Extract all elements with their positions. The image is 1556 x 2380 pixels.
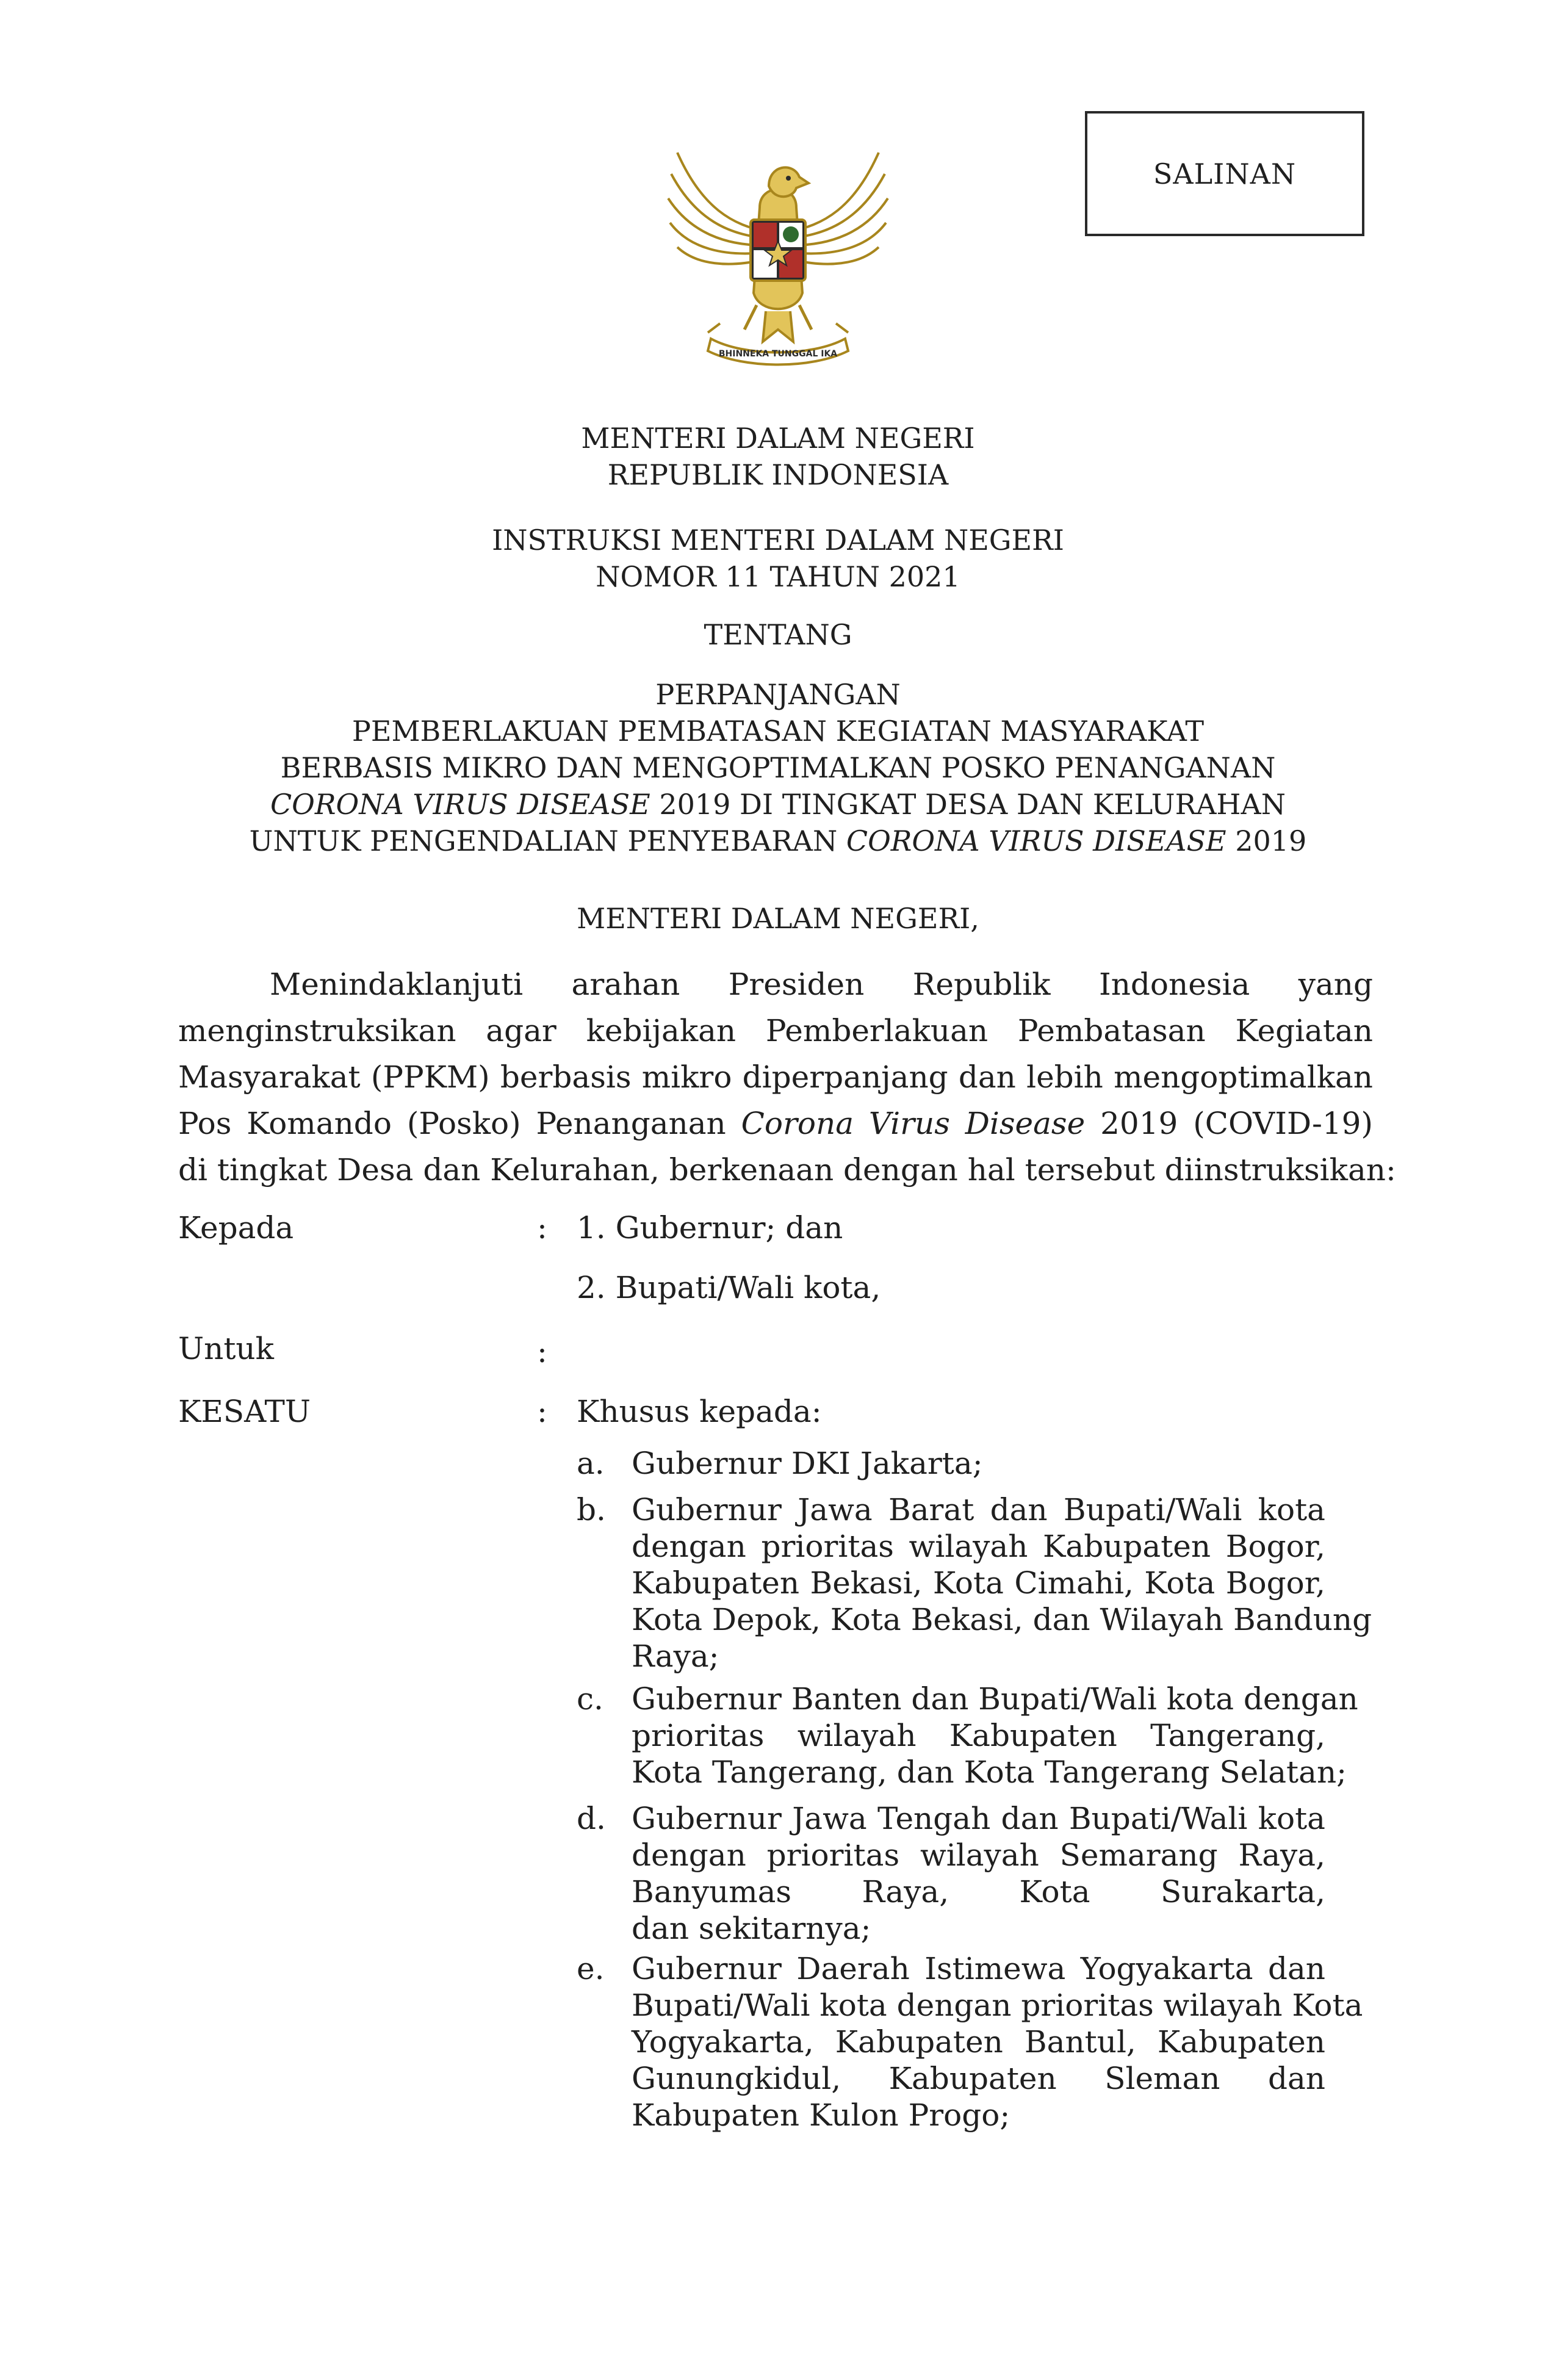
subject-line: UNTUK PENGENDALIAN PENYEBARAN CORONA VIRUS DISEASE 2019 — [249, 824, 1307, 857]
salinan-label: SALINAN — [1153, 157, 1297, 190]
instruction-title: INSTRUKSI MENTERI DALAM NEGERI — [492, 524, 1064, 557]
instruction-number: NOMOR 11 TAHUN 2021 — [596, 560, 960, 593]
list-line: Banyumas Raya, Kota Surakarta, — [632, 1874, 1325, 1909]
list-line: Gubernur Banten dan Bupati/Wali kota dengan — [632, 1681, 1358, 1717]
list-line: Gubernur DKI Jakarta; — [632, 1446, 983, 1481]
list-line: Gunungkidul, Kabupaten Sleman dan — [632, 2061, 1325, 2096]
subject-line: PEMBERLAKUAN PEMBATASAN KEGIATAN MASYARAKAT — [351, 715, 1205, 748]
kesatu-label: KESATU — [178, 1394, 311, 1429]
kesatu-colon: : — [537, 1394, 547, 1429]
list-line: dan sekitarnya; — [632, 1911, 871, 1946]
kepada-item: 1. Gubernur; dan — [577, 1210, 843, 1246]
subject-line: CORONA VIRUS DISEASE 2019 DI TINGKAT DESA DAN KELURAHAN — [270, 788, 1286, 821]
kesatu-heading: Khusus kepada: — [577, 1394, 822, 1429]
document-subject — [183, 676, 1373, 859]
untuk-colon: : — [537, 1334, 547, 1369]
subject-line: PERPANJANGAN — [655, 678, 901, 711]
garuda-emblem-icon — [653, 140, 903, 375]
tentang-label: TENTANG — [704, 618, 852, 651]
list-line: Bupati/Wali kota dengan prioritas wilayah Kota — [632, 1988, 1363, 2023]
intro-paragraph — [178, 961, 1396, 1193]
list-marker: c. — [577, 1681, 603, 1717]
header-republic: REPUBLIK INDONESIA — [607, 458, 949, 491]
list-line: Gubernur Daerah Istimewa Yogyakarta dan — [632, 1951, 1325, 1986]
list-line: Raya; — [632, 1639, 719, 1674]
list-line: Gubernur Jawa Barat dan Bupati/Wali kota — [632, 1492, 1325, 1527]
list-marker: d. — [577, 1801, 606, 1836]
salinan-stamp — [1085, 111, 1364, 236]
kepada-item: 2. Bupati/Wali kota, — [577, 1270, 881, 1305]
list-line: prioritas wilayah Kabupaten Tangerang, — [632, 1718, 1325, 1753]
list-marker: e. — [577, 1951, 605, 1986]
intro-line: Pos Komando (Posko) Penanganan Corona Virus Disease 2019 (COVID-19) — [178, 1106, 1373, 1141]
list-line: Gubernur Jawa Tengah dan Bupati/Wali kota — [632, 1801, 1325, 1836]
list-marker: b. — [577, 1492, 606, 1527]
list-line: dengan prioritas wilayah Kabupaten Bogor, — [632, 1529, 1325, 1564]
list-line: Kabupaten Bekasi, Kota Cimahi, Kota Bogor, — [632, 1565, 1325, 1601]
list-marker: a. — [577, 1446, 605, 1481]
kepada-label: Kepada — [178, 1210, 294, 1246]
minister-heading: MENTERI DALAM NEGERI, — [577, 902, 979, 935]
list-line: Kabupaten Kulon Progo; — [632, 2097, 1010, 2133]
subject-line: BERBASIS MIKRO DAN MENGOPTIMALKAN POSKO PENANGANAN — [280, 751, 1276, 784]
intro-line: di tingkat Desa dan Kelurahan, berkenaan dengan hal tersebut diinstruksikan: — [178, 1152, 1396, 1188]
intro-line: Menindaklanjuti arahan Presiden Republik Indonesia yang — [270, 967, 1373, 1002]
list-line: Kota Tangerang, dan Kota Tangerang Selatan; — [632, 1754, 1347, 1790]
list-line: dengan prioritas wilayah Semarang Raya, — [632, 1837, 1325, 1873]
untuk-label: Untuk — [178, 1331, 274, 1366]
kepada-colon: : — [537, 1210, 547, 1246]
list-line: Yogyakarta, Kabupaten Bantul, Kabupaten — [632, 2024, 1325, 2060]
header-minister: MENTERI DALAM NEGERI — [581, 422, 975, 455]
intro-line: Masyarakat (PPKM) berbasis mikro diperpanjang dan lebih mengoptimalkan — [178, 1059, 1373, 1095]
emblem-motto: BHINNEKA TUNGGAL IKA — [718, 349, 838, 359]
list-line: Kota Depok, Kota Bekasi, dan Wilayah Bandung — [632, 1602, 1372, 1637]
intro-line: menginstruksikan agar kebijakan Pemberlakuan Pembatasan Kegiatan — [178, 1013, 1373, 1048]
